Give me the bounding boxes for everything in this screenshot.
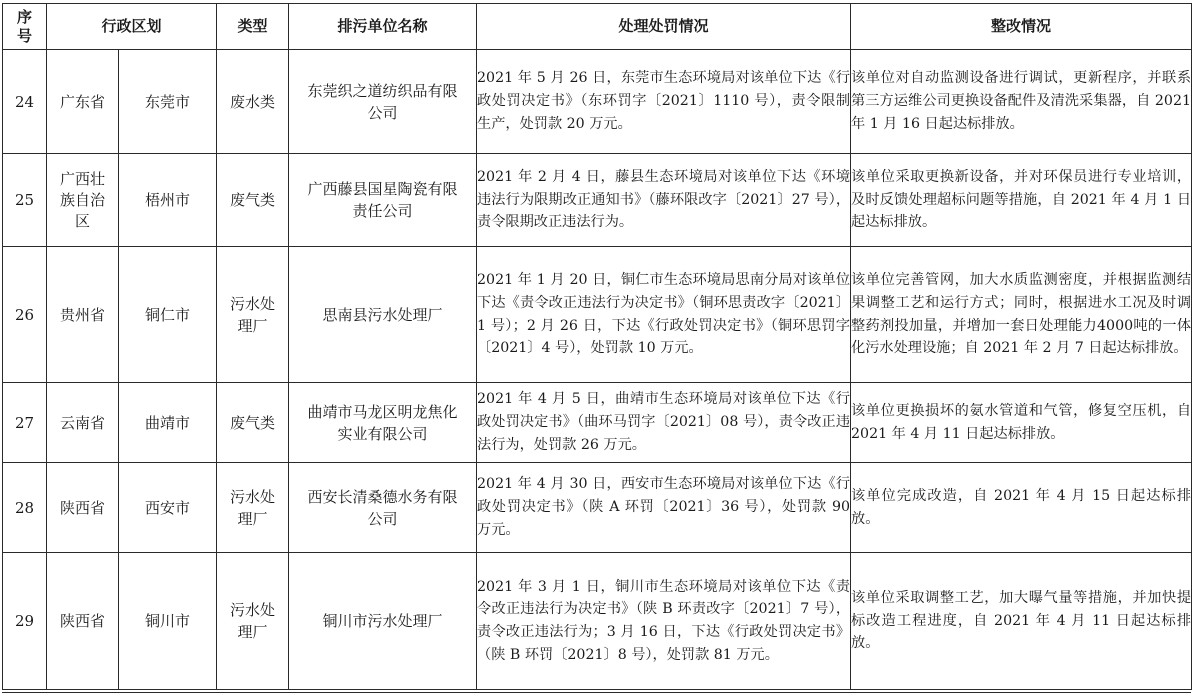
row-unit: 曲靖市马龙区明龙焦化实业有限公司 bbox=[289, 383, 477, 463]
row-penalty: 2021 年 1 月 20 日，铜仁市生态环境局思南分局对该单位下达《责令改正违法行为决定书》（铜环思责改字〔2021〕1 号）；2 月 26 日，下达《行政处罚决定书》（铜环思罚字〔2021〕4 号），处罚款 10 万元。 bbox=[477, 247, 851, 383]
row-city: 铜仁市 bbox=[119, 247, 217, 383]
row-type: 废水类 bbox=[217, 50, 289, 154]
row-unit: 铜川市污水处理厂 bbox=[289, 553, 477, 690]
row-rectification: 该单位对自动监测设备进行调试，更新程序，并联系第三方运维公司更换设备配件及清洗采集器，自 2021 年 1 月 16 日起达标排放。 bbox=[851, 50, 1192, 154]
table-row bbox=[3, 50, 1192, 154]
row-seq: 25 bbox=[3, 154, 47, 247]
table-row bbox=[3, 553, 1192, 690]
row-province: 陕西省 bbox=[47, 553, 119, 690]
bottom-divider bbox=[2, 692, 1191, 693]
row-province: 广西壮族自治区 bbox=[47, 154, 119, 247]
table-row bbox=[3, 383, 1192, 463]
header-region: 行政区划 bbox=[47, 4, 217, 50]
row-rectification: 该单位完成改造，自 2021 年 4 月 15 日起达标排放。 bbox=[851, 463, 1192, 553]
row-penalty: 2021 年 4 月 30 日，西安市生态环境局对该单位下达《行政处罚决定书》（陕 A 环罚〔2021〕36 号），处罚款 90 万元。 bbox=[477, 463, 851, 553]
row-province: 贵州省 bbox=[47, 247, 119, 383]
row-seq: 28 bbox=[3, 463, 47, 553]
row-city: 西安市 bbox=[119, 463, 217, 553]
row-province: 广东省 bbox=[47, 50, 119, 154]
row-type: 废气类 bbox=[217, 383, 289, 463]
row-province: 陕西省 bbox=[47, 463, 119, 553]
table-row bbox=[3, 154, 1192, 247]
penalty-table bbox=[2, 3, 1192, 690]
row-penalty: 2021 年 5 月 26 日，东莞市生态环境局对该单位下达《行政处罚决定书》（东环罚字〔2021〕1110 号），责令限制生产，处罚款 20 万元。 bbox=[477, 50, 851, 154]
row-rectification: 该单位采取调整工艺，加大曝气量等措施，并加快提标改造工程进度，自 2021 年 4 月 11 日起达标排放。 bbox=[851, 553, 1192, 690]
row-seq: 24 bbox=[3, 50, 47, 154]
row-unit: 东莞织之道纺织品有限公司 bbox=[289, 50, 477, 154]
row-city: 东莞市 bbox=[119, 50, 217, 154]
table-row bbox=[3, 463, 1192, 553]
row-city: 梧州市 bbox=[119, 154, 217, 247]
row-seq: 27 bbox=[3, 383, 47, 463]
row-unit: 广西藤县国星陶瓷有限责任公司 bbox=[289, 154, 477, 247]
row-rectification: 该单位完善管网，加大水质监测密度，并根据监测结果调整工艺和运行方式；同时，根据进水工况及时调整药剂投加量，并增加一套日处理能力4000吨的一体化污水处理设施；自 2021 年 2 月 7 日起达标排放。 bbox=[851, 247, 1192, 383]
row-penalty: 2021 年 2 月 4 日，藤县生态环境局对该单位下达《环境违法行为限期改正通知书》（藤环限改字〔2021〕27 号），责令限期改正违法行为。 bbox=[477, 154, 851, 247]
header-seq: 序号 bbox=[3, 4, 47, 50]
header-rectification: 整改情况 bbox=[851, 4, 1192, 50]
header-row bbox=[3, 4, 1192, 50]
table-row bbox=[3, 247, 1192, 383]
row-type: 污水处理厂 bbox=[217, 247, 289, 383]
row-city: 铜川市 bbox=[119, 553, 217, 690]
row-rectification: 该单位采取更换新设备，并对环保员进行专业培训，及时反馈处理超标问题等措施，自 2021 年 4 月 1 日起达标排放。 bbox=[851, 154, 1192, 247]
row-rectification: 该单位更换损坏的氨水管道和气管，修复空压机，自 2021 年 4 月 11 日起达标排放。 bbox=[851, 383, 1192, 463]
row-type: 污水处理厂 bbox=[217, 553, 289, 690]
row-unit: 西安长清桑德水务有限公司 bbox=[289, 463, 477, 553]
row-seq: 29 bbox=[3, 553, 47, 690]
row-type: 污水处理厂 bbox=[217, 463, 289, 553]
row-unit: 思南县污水处理厂 bbox=[289, 247, 477, 383]
row-type: 废气类 bbox=[217, 154, 289, 247]
header-type: 类型 bbox=[217, 4, 289, 50]
row-penalty: 2021 年 3 月 1 日，铜川市生态环境局对该单位下达《责令改正违法行为决定书》（陕 B 环责改字〔2021〕7 号），责令改正违法行为；3 月 16 日，下达《行政处罚决定书》（陕 B 环罚〔2021〕8 号），处罚款 81 万元。 bbox=[477, 553, 851, 690]
header-unit: 排污单位名称 bbox=[289, 4, 477, 50]
row-city: 曲靖市 bbox=[119, 383, 217, 463]
row-seq: 26 bbox=[3, 247, 47, 383]
row-penalty: 2021 年 4 月 5 日，曲靖市生态环境局对该单位下达《行政处罚决定书》（曲环马罚字〔2021〕08 号），责令改正违法行为，处罚款 26 万元。 bbox=[477, 383, 851, 463]
row-province: 云南省 bbox=[47, 383, 119, 463]
header-penalty: 处理处罚情况 bbox=[477, 4, 851, 50]
